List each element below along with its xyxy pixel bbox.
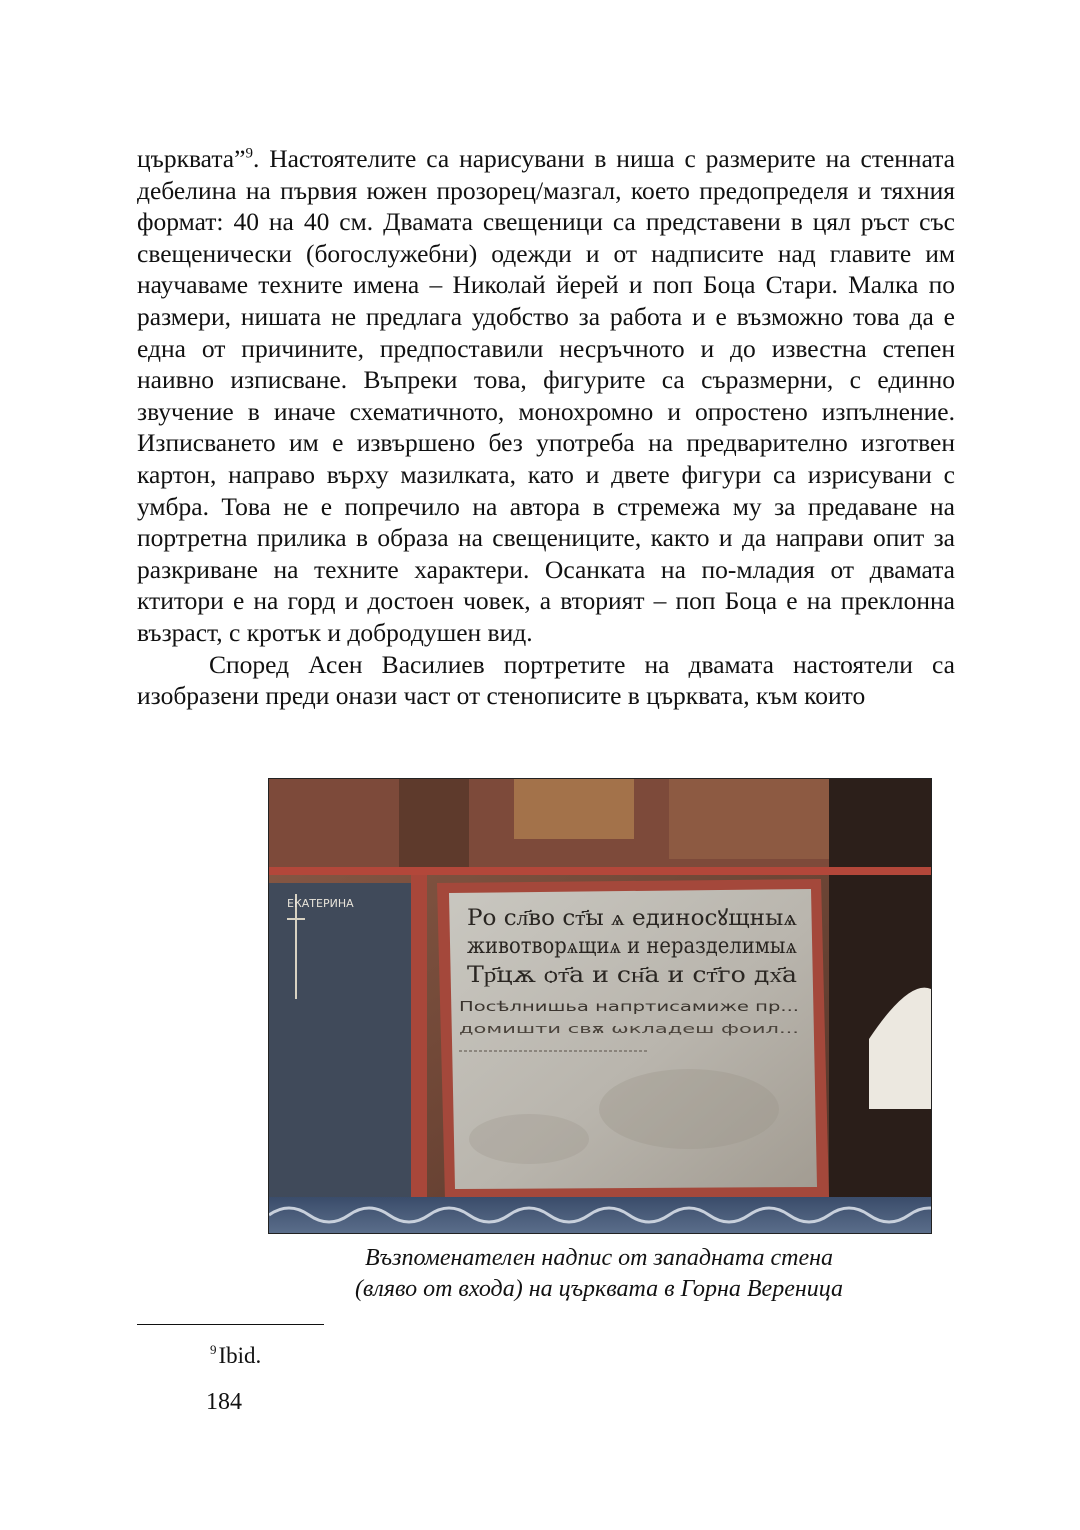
- footnote-separator: [137, 1324, 324, 1325]
- figure-caption-line-1: Възпоменателен надпис от западната стена: [364, 1245, 834, 1271]
- paragraph-1-rest: . Настоятелите са нарисувани в ниша с размерите на стенната дебелина на първия южен прозорец/мазгал, което предопределя и тяхния формат: 40 на 40 см. Двамата свещеници са представени в цял ръст със свещенически (богослужебни) одежди и от надписите над главите им научаваме техните имена – Николай йерей и поп Боца Стари. Малка по размери, нишата не предлага удобство за работа и е възможно това да е една от причините, предпоставили несръчното и до известна степен наивно изписване. Въпреки това, фигурите са съразмерни, с единно звучение в иначе схематичното, монохромно и опростено изпълнение. Изписването им е извършено без употреба на предварително изготвен картон, направо върху мазилката, като и двете фигури са изрисувани с умбра. Това не е попречило на автора в стремежа му за предаване на портретна прилика в образа на свещениците, както и да направи опит за разкриване на техните характери. Осанката на по-младия от двамата ктитори е на горд и достоен човек, а вторият – поп Боца е на преклонна възраст, с кротък и добродушен вид.: [137, 144, 955, 647]
- side-panel-label: ЕКАТЕРИНА: [287, 897, 354, 910]
- main-text: [137, 143, 955, 712]
- fresco-illustration: [269, 779, 931, 1233]
- footnote-text: Ibid.: [218, 1343, 262, 1368]
- paragraph-1-start: църквата”: [137, 144, 246, 173]
- paragraph-1: [137, 143, 955, 649]
- figure-caption-line-2: (вляво от входа) на църквата в Горна Вереница: [354, 1276, 844, 1302]
- page-number: 184: [206, 1389, 242, 1415]
- inscription-line-3: Тр҃цѫ ѻт҃а и сн҃а и ст҃го дх҃а: [467, 963, 797, 988]
- inscription-line-2: животворѧщиѧ и неразделимыѧ: [467, 934, 798, 959]
- fresco-inscription-photo: [268, 778, 932, 1234]
- footnote: [210, 1343, 261, 1369]
- inscription-line-1: Ро сл҃во ст҃ы ѧ единосꙋщныѧ: [467, 906, 798, 931]
- paragraph-2: Според Асен Василиев портретите на двамата настоятели са изобразени преди онази част от стенописите в църквата, към които: [137, 649, 955, 711]
- footnote-reference[interactable]: 9: [245, 145, 253, 162]
- inscription-line-4: Посѣлнишьа напртисамиже пр...: [459, 1000, 799, 1015]
- inscription-line-5: домишти свѫ ѡкладеш фоил...: [459, 1022, 799, 1036]
- footnote-number: 9: [210, 1342, 217, 1358]
